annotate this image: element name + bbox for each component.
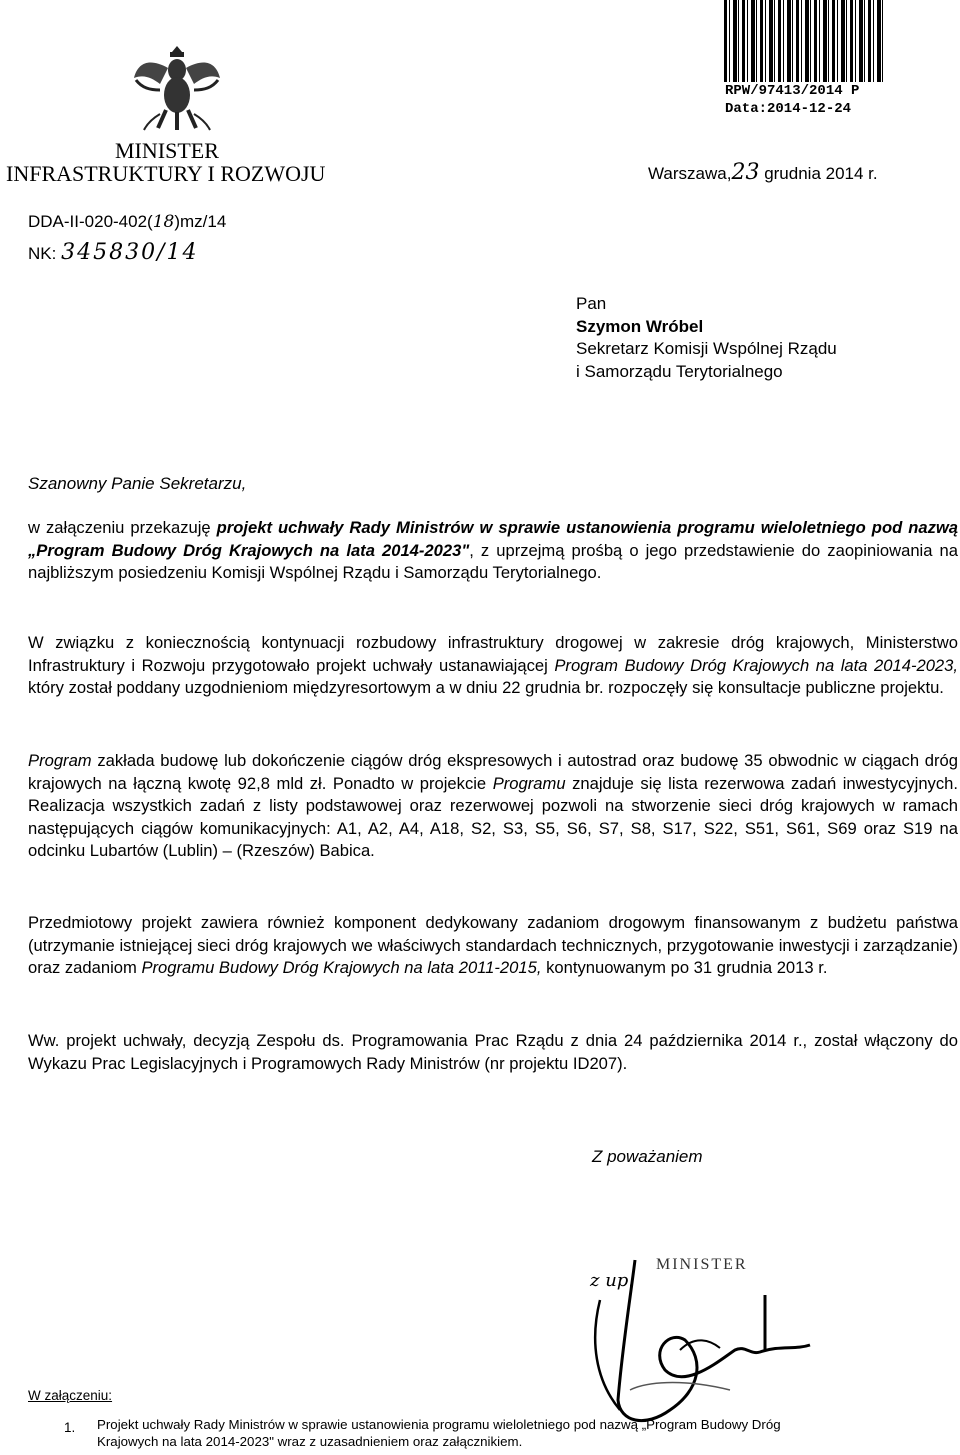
paragraph-1: w załączeniu przekazuję projekt uchwały Rady Ministrów w sprawie ustanowienia programu wieloletniego pod nazwą „Program Budowy Dróg Krajowych na lata 2014-2023", z uprzejmą prośbą o jego przedstawienie do zaopiniowania na najbliższym posiedzeniu Komisji Wspólnej Rządu i Samorządu Terytorialnego. (28, 518, 959, 583)
nk-handwritten: 345830/14 (61, 240, 199, 265)
stamp-zup: z up. (590, 1270, 635, 1291)
recipient-block (576, 293, 837, 383)
attachment-number: 1. (64, 1420, 76, 1435)
recipient-name: Szymon Wróbel (576, 316, 704, 336)
date-handwritten: 23 (731, 160, 760, 185)
paragraph-2: W związku z koniecznością kontynuacji rozbudowy infrastruktury drogowej w zakresie dróg krajowych, Ministerstwo Infrastruktury i Rozwoju przygotowało projekt uchwały ustanawiającej Program Budowy Dróg Krajowych na lata 2014-2023, który został poddany uzgodnieniom międzyresortowym a w dniu 22 grudnia br. rozpoczęły się konsultacje publiczne projektu. (28, 633, 958, 698)
date-rest: grudnia 2014 r. (764, 164, 878, 183)
paragraph-3: Program zakłada budowę lub dokończenie ciągów dróg ekspresowych i autostrad oraz budowę 35 obwodnic w ciągach dróg krajowych na łączną kwotę 92,8 mld zł. Ponadto w projekcie Programu znajduje się lista rezerwowa zadań inwestycyjnych. Realizacja wszystkich zadań z listy podstawowej oraz rezerwowej pozwoli na stworzenie sieci dróg krajowych w ramach następujących ciągów komunikacyjnych: A1, A2, A4, A18, S2, S3, S5, S6, S7, S8, S17, S22, S51, S61, S69 oraz S19 na odcinku Lubartów (Lublin) – (Rzeszów) Babica. (28, 751, 958, 861)
nk-number: NK: 345830/14 (28, 240, 199, 265)
signature (560, 1240, 840, 1440)
city: Warszawa, (648, 164, 732, 183)
project-title: projekt uchwały Rady Ministrów w sprawie ustanowienia programu wieloletniego pod nazwą „Program Budowy Dróg Krajowych na lata 2014-2023" (28, 518, 959, 560)
recipient-position: Sekretarz Komisji Wspólnej Rządu (576, 339, 837, 358)
paragraph-5: Ww. projekt uchwały, decyzją Zespołu ds. Programowania Prac Rządu z dnia 24 października 2014 r., został włączony do Wykazu Prac Legislacyjnych i Programowych Rady Ministrów (nr projektu ID207). (28, 1031, 958, 1073)
registration-date: Data:2014-12-24 (725, 101, 852, 117)
salutation: Szanowny Panie Sekretarzu, (28, 474, 247, 493)
closing: Z poważaniem (592, 1147, 703, 1166)
recipient-title: Pan (576, 294, 607, 313)
recipient-position-2: i Samorządu Terytorialnego (576, 361, 783, 381)
ref-handwritten: 18 (152, 212, 175, 232)
barcode (724, 0, 884, 82)
attachment-line-2: Krajowych na lata 2014-2023" wraz z uzasadnieniem oraz załącznikiem. (97, 1434, 523, 1449)
ministry-name-line1: MINISTER (115, 138, 219, 163)
ministry-name-line2: INFRASTRUKTURY I ROZWOJU (6, 161, 326, 186)
attachment-line-1: Projekt uchwały Rady Ministrów w sprawie ustanowienia programu wieloletniego pod nazwą „Program Budowy Dróg (97, 1417, 781, 1432)
paragraph-4: Przedmiotowy projekt zawiera również komponent dedykowany zadaniom drogowym finansowanym z budżetu państwa (utrzymanie istniejącej sieci dróg krajowych we właściwych standardach technicznych, przygotowanie inwestycji i zarządzanie) oraz zadaniom Programu Budowy Dróg Krajowych na lata 2011-2015, kontynuowanym po 31 grudnia 2013 r. (28, 913, 958, 978)
date-line (648, 160, 878, 185)
attachment-item (97, 1416, 959, 1450)
stamp-minister: MINISTER (656, 1256, 748, 1273)
eagle-emblem-icon (130, 40, 225, 135)
rpw-number: RPW/97413/2014 P (725, 83, 860, 99)
attachments-label: W załączeniu: (28, 1388, 113, 1403)
reference-number: DDA-II-020-402(18)mz/14 (28, 212, 227, 232)
